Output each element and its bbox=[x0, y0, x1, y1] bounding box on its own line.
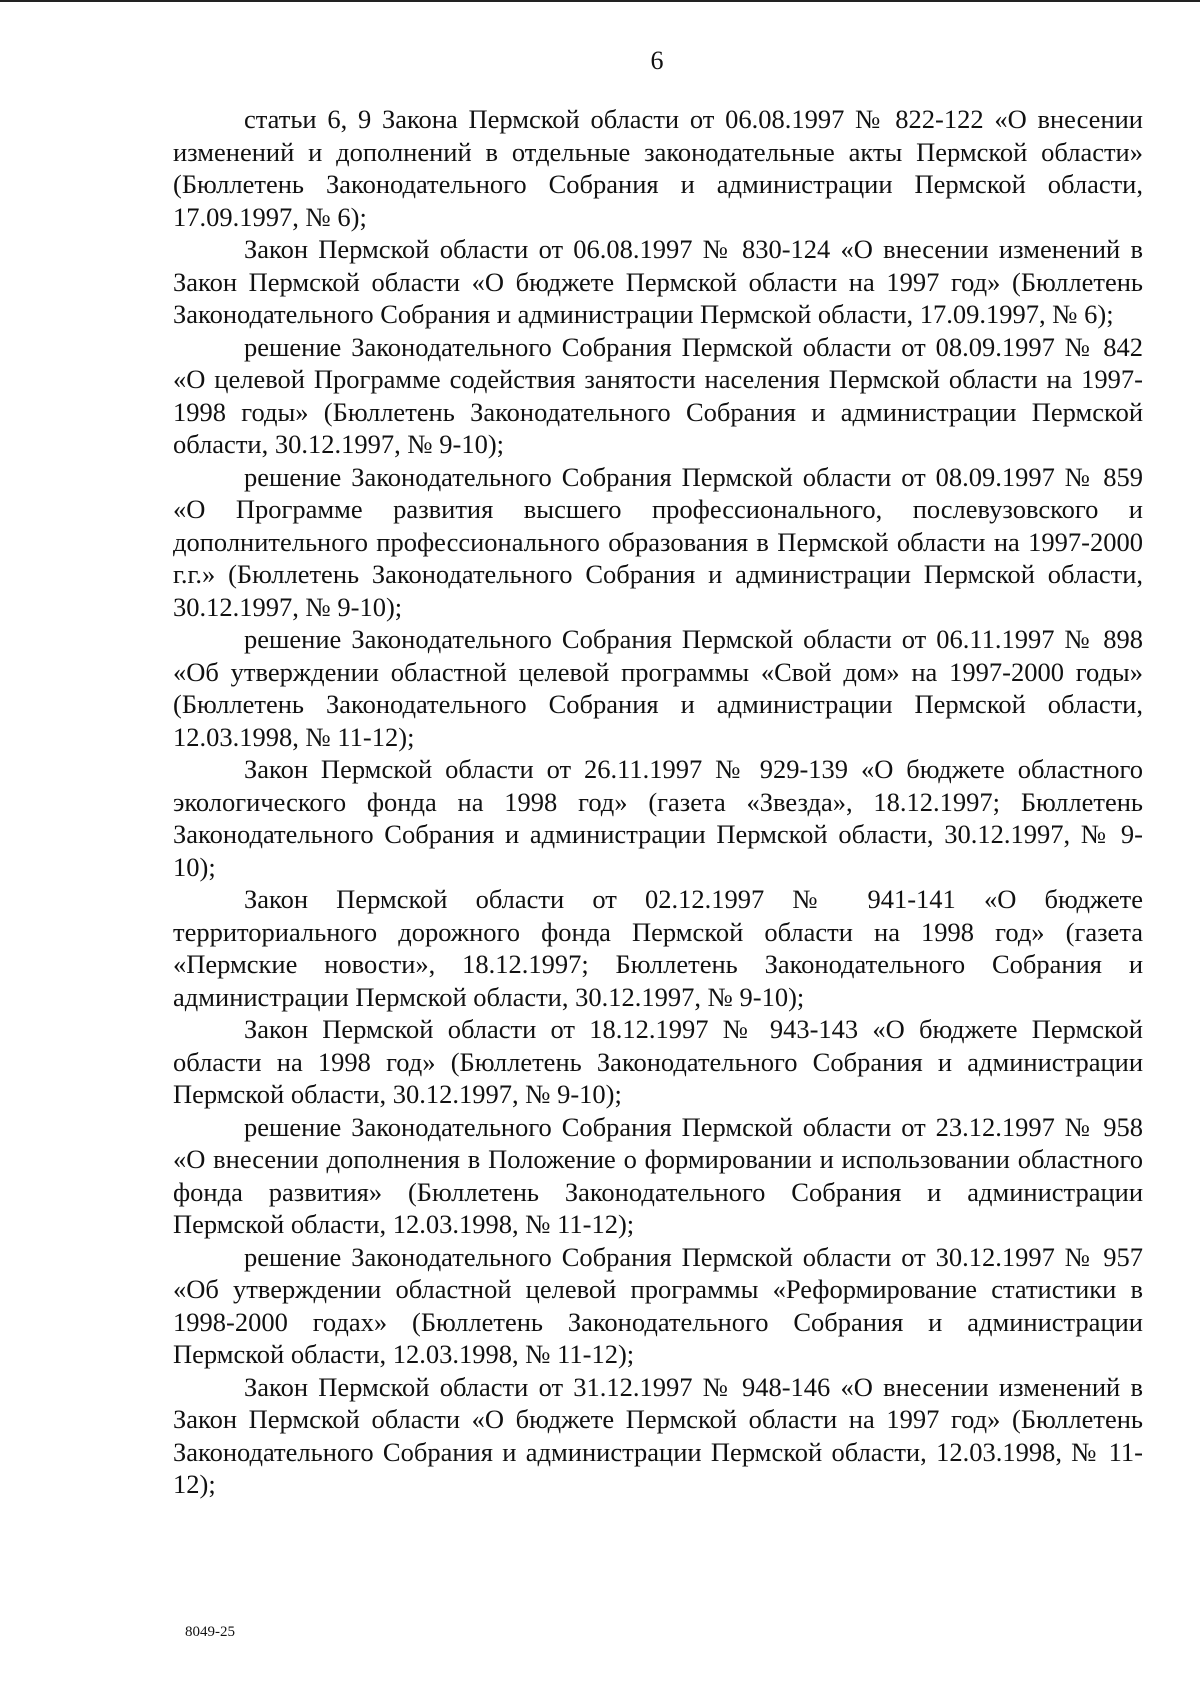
paragraph-decision-958: решение Законодательного Собрания Пермской области от 23.12.1997 № 958 «О внесении дополнения в Положение о формировании и использовании областного фонда развития» (Бюллетень Законодательного Собрания и администрации Пермской области, 12.03.1998, № 11-12); bbox=[173, 1111, 1143, 1239]
paragraph-law-929-139: Закон Пермской области от 26.11.1997 № 929-139 «О бюджете областного экологического фонда на 1998 год» (газета «Звезда», 18.12.1997; Бюллетень Законодательного Собрания и администрации Пермской области, 30.12.1997, № 9-10); bbox=[173, 754, 1143, 882]
paragraph-law-830-124: Закон Пермской области от 06.08.1997 № 830-124 «О внесении изменений в Закон Пермской области «О бюджете Пермской области на 1997 год» (Бюллетень Законодательного Собрания и администрации Пермской области, 17.09.1997, № 6); bbox=[173, 234, 1143, 329]
paragraph-decision-842: решение Законодательного Собрания Пермской области от 08.09.1997 № 842 «О целевой Программе содействия занятости населения Пермской области на 1997-1998 годы» (Бюллетень Законодательного Собрания и администрации Пермской области, 30.12.1997, № 9-10); bbox=[173, 331, 1143, 459]
page-number: 6 bbox=[650, 46, 664, 75]
paragraph-decision-898: решение Законодательного Собрания Пермской области от 06.11.1997 № 898 «Об утверждении областной целевой программы «Свой дом» на 1997-2000 годы» (Бюллетень Законодательного Собрания и администрации Пермской области, 12.03.1998, № 11-12); bbox=[173, 624, 1143, 752]
paragraph-law-943-143: Закон Пермской области от 18.12.1997 № 943-143 «О бюджете Пермской области на 1998 год» (Бюллетень Законодательного Собрания и администрации Пермской области, 30.12.1997, № 9-10); bbox=[173, 1014, 1143, 1109]
page-top-border bbox=[0, 0, 1200, 2]
document-footer-code: 8049-25 bbox=[185, 1624, 235, 1640]
document-body bbox=[173, 103, 1143, 1501]
paragraph-law-822-122: статьи 6, 9 Закона Пермской области от 06.08.1997 № 822-122 «О внесении изменений и дополнений в отдельные законодательные акты Пермской области» (Бюллетень Законодательного Собрания и администрации Пермской области, 17.09.1997, № 6); bbox=[173, 104, 1143, 232]
paragraph-decision-859: решение Законодательного Собрания Пермской области от 08.09.1997 № 859 «О Программе развития высшего профессионального, послевузовского и дополнительного профессионального образования в Пермской области на 1997-2000 г.г.» (Бюллетень Законодательного Собрания и администрации Пермской области, 30.12.1997, № 9-10); bbox=[173, 461, 1143, 622]
paragraph-decision-957: решение Законодательного Собрания Пермской области от 30.12.1997 № 957 «Об утверждении областной целевой программы «Реформирование статистики в 1998-2000 годах» (Бюллетень Законодательного Собрания и администрации Пермской области, 12.03.1998, № 11-12); bbox=[173, 1241, 1143, 1369]
paragraph-law-941-141: Закон Пермской области от 02.12.1997 № 941-141 «О бюджете территориального дорожного фонда Пермской области на 1998 год» (газета «Пермские новости», 18.12.1997; Бюллетень Законодательного Собрания и администрации Пермской области, 30.12.1997, № 9-10); bbox=[173, 884, 1143, 1012]
paragraph-law-948-146: Закон Пермской области от 31.12.1997 № 948-146 «О внесении изменений в Закон Пермской области «О бюджете Пермской области на 1997 год» (Бюллетень Законодательного Собрания и администрации Пермской области, 12.03.1998, № 11-12); bbox=[173, 1371, 1143, 1499]
